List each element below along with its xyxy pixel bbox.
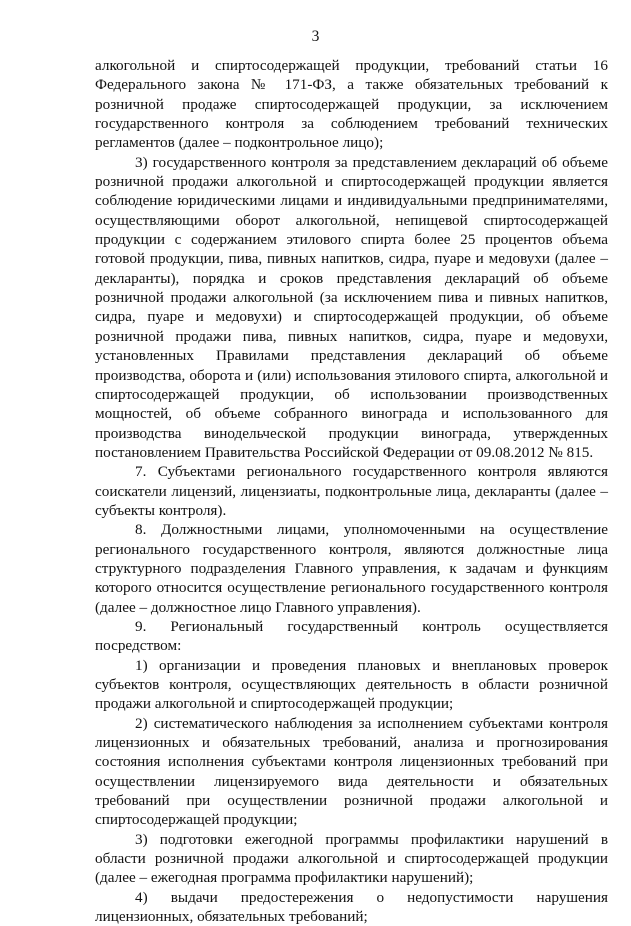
paragraph-section-7: 7. Субъектами регионального государственного контроля являются соискатели лицензий, лицензиаты, подконтрольные лица, декларанты (далее – субъекты контроля). <box>95 463 608 519</box>
paragraph-9-item-2: 2) систематического наблюдения за исполнением субъектами контроля лицензионных и обязательных требований, анализа и прогнозирования состояния исполнения субъектами контроля лицензионных требований при осуществлении лицензируемого вида деятельности и обязательных требований при осуществлении розничной продажи алкогольной и спиртосодержащей продукции; <box>95 714 608 829</box>
paragraph-section-8: 8. Должностными лицами, уполномоченными на осуществление регионального государственного контроля, являются должностные лица структурного подразделения Главного управления, к задачам и функциям которого относится осуществление регионального государственного контроля (далее – должностное лицо Главного управления). <box>95 521 608 616</box>
paragraph-9-item-1: 1) организации и проведения плановых и внеплановых проверок субъектов контроля, осуществляющих деятельность в области розничной продажи алкогольной и спиртосодержащей продукции; <box>95 656 608 713</box>
paragraph-continuation: алкогольной и спиртосодержащей продукции, требований статьи 16 Федерального закона № 171-ФЗ, а также обязательных требований к розничной продаже спиртосодержащей продукции, за исключением государственного контроля за соблюдением требований технических регламентов (далее – подконтрольное лицо); <box>95 57 608 152</box>
paragraph-9-item-4: 4) выдачи предостережения о недопустимости нарушения лицензионных, обязательных требований; <box>95 888 608 926</box>
document-body <box>95 56 608 926</box>
paragraph-section-9: 9. Региональный государственный контроль осуществляется посредством: <box>95 617 608 655</box>
page-number: 3 <box>311 28 320 45</box>
paragraph-9-item-3: 3) подготовки ежегодной программы профилактики нарушений в области розничной продажи алкогольной и спиртосодержащей продукции (далее – ежегодная программа профилактики нарушений); <box>95 830 608 887</box>
paragraph-item-3: 3) государственного контроля за представлением деклараций об объеме розничной продажи алкогольной и спиртосодержащей продукции является соблюдение юридическими лицами и индивидуальными предпринимателями, осуществляющими оборот алкогольной, непищевой спиртосодержащей продукции с содержанием этилового спирта более 25 процентов объема готовой продукции, пива, пивных напитков, сидра, пуаре и медовухи (далее – декларанты), порядка и сроков представления деклараций об объеме розничной продажи алкогольной (за исключением пива и пивных напитков, сидра, пуаре и медовухи) и спиртосодержащей продукции, об объеме розничной продажи пива, пивных напитков, сидра, пуаре и медовухи, установленных Правилами представления деклараций об объеме производства, оборота и (или) использования этилового спирта, алкогольной и спиртосодержащей продукции, об использовании производственных мощностей, об объеме собранного винограда и использованного для производства винодельческой продукции винограда, утвержденных постановлением Правительства Российской Федерации от 09.08.2012 № 815. <box>95 153 608 461</box>
